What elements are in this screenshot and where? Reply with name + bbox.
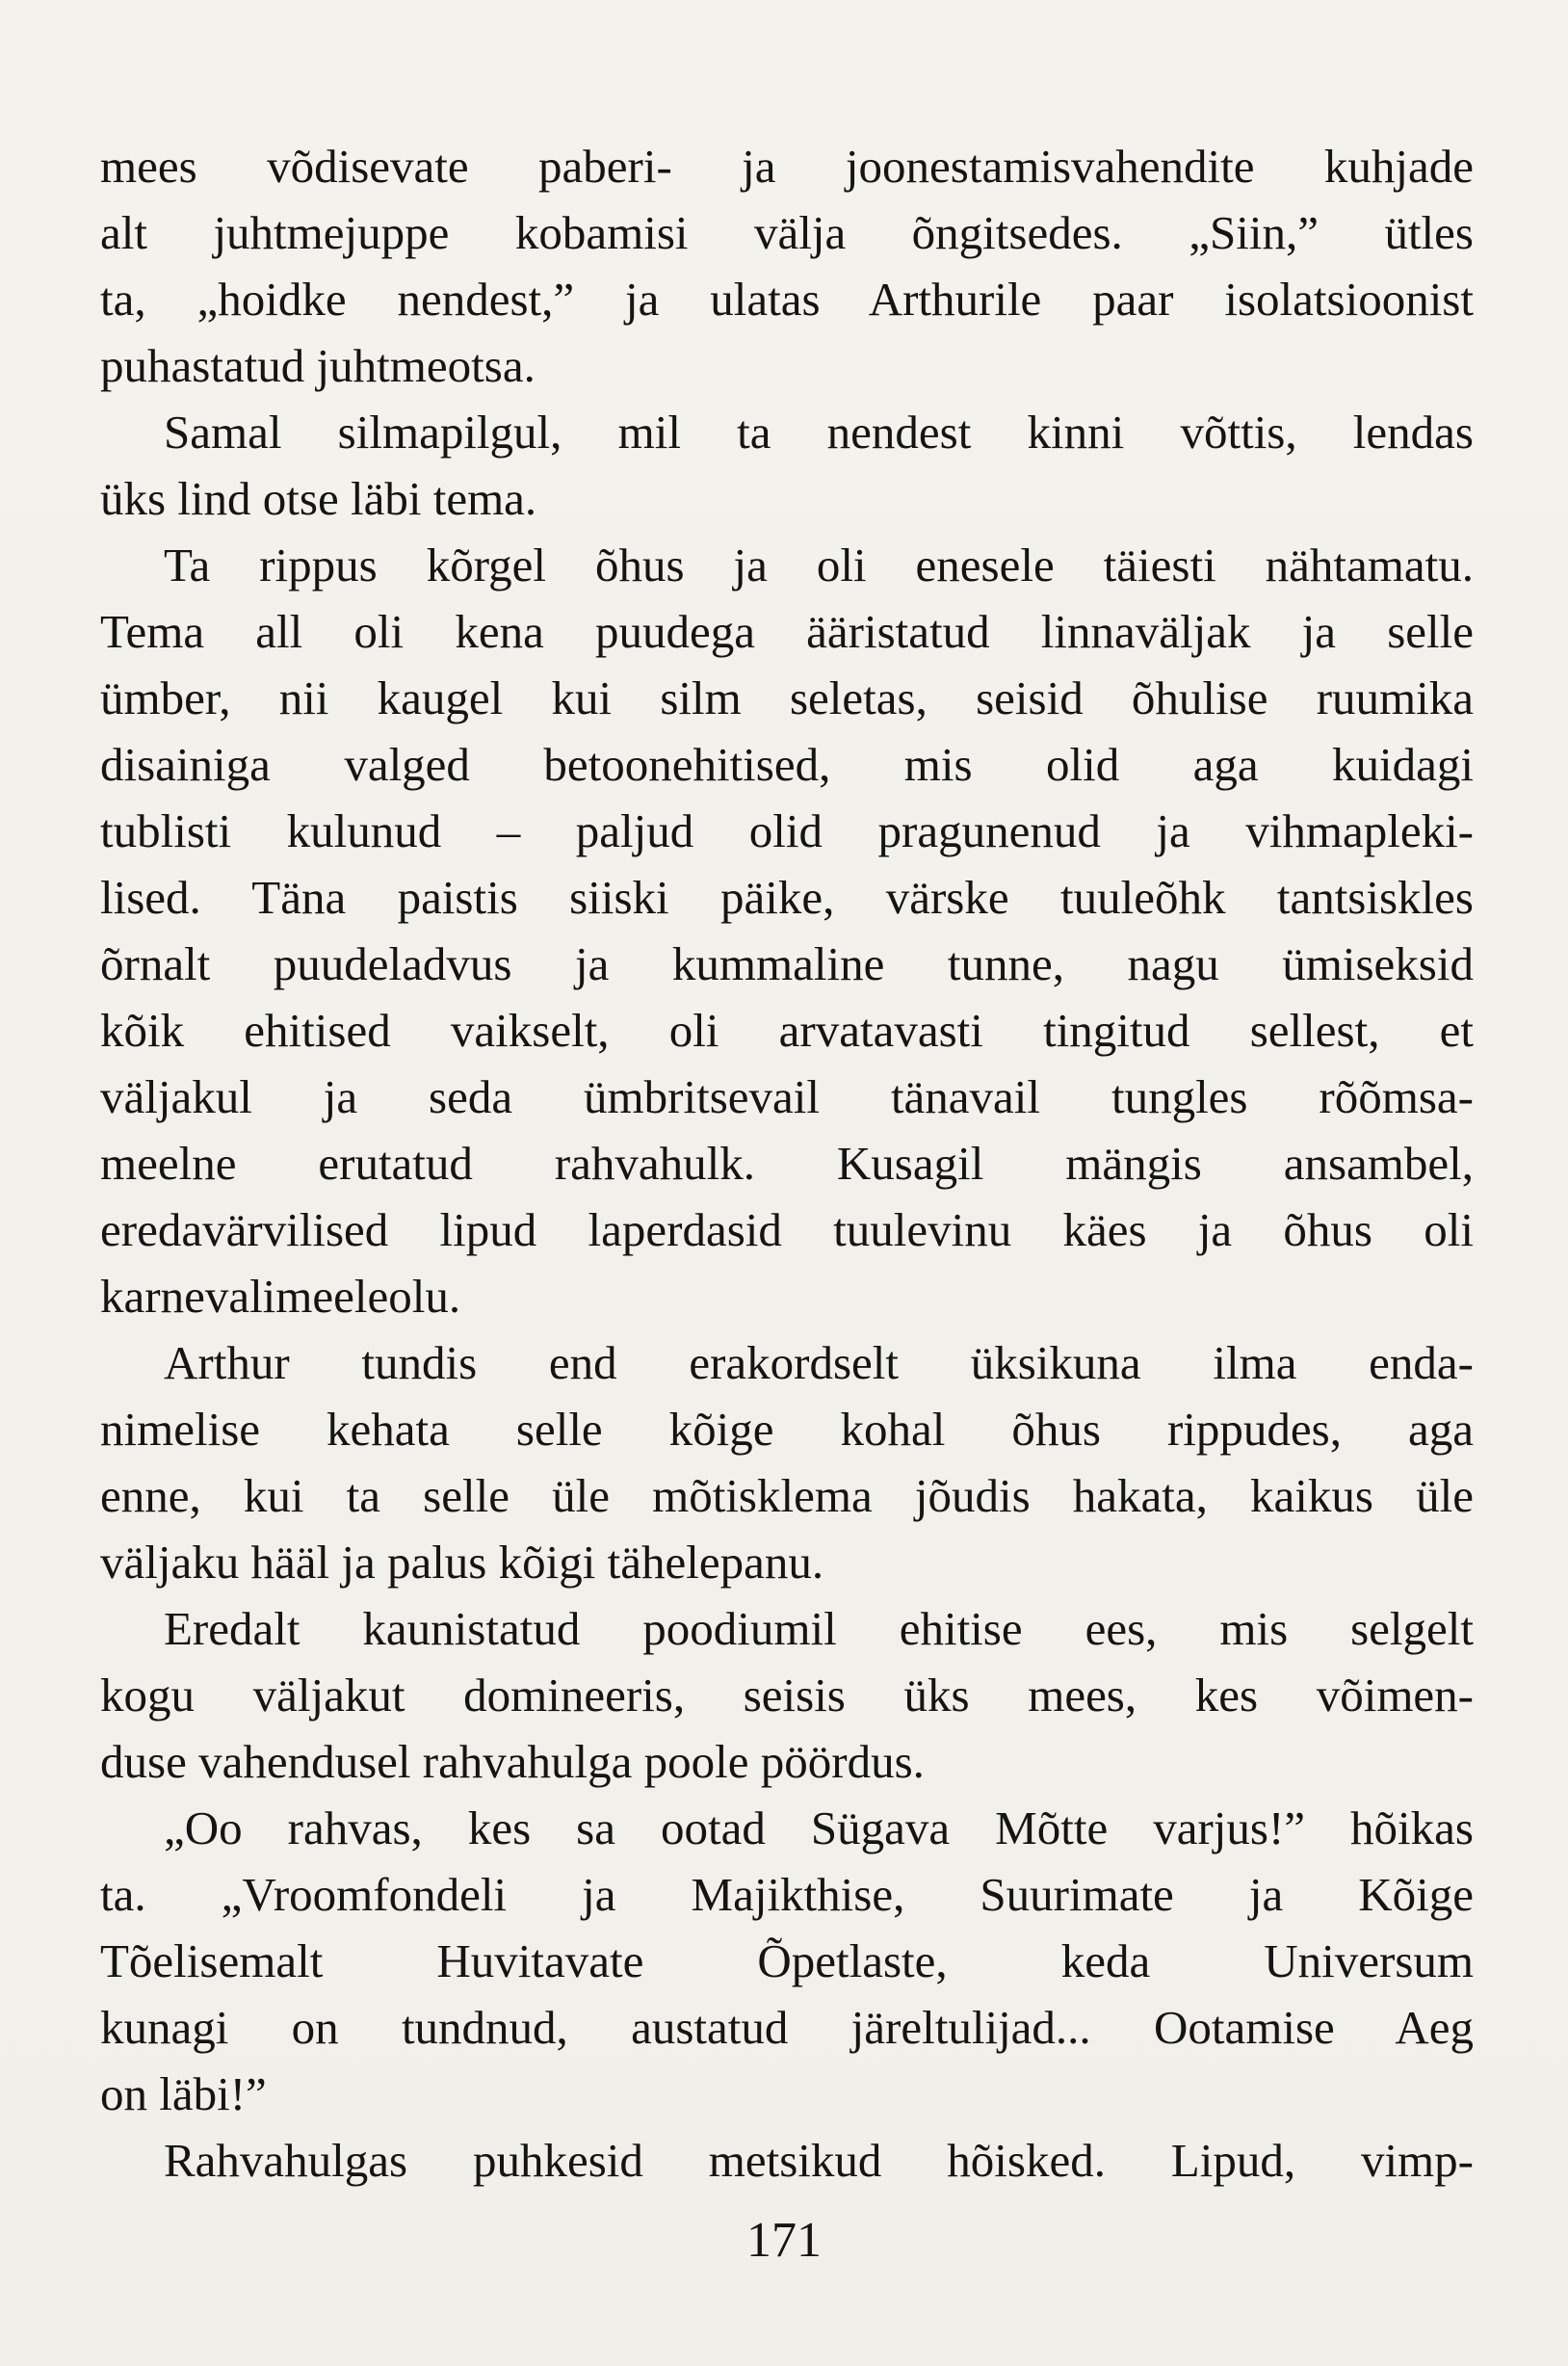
text-line: väljakul ja seda ümbritsevail tänavail tungles rõõmsa- <box>100 1070 1474 1123</box>
text-line: enne, kui ta selle üle mõtisklema jõudis hakata, kaikus üle <box>100 1469 1474 1522</box>
text-line: kunagi on tundnud, austatud järeltulijad... Ootamise Aeg <box>100 2001 1474 2054</box>
text-line: duse vahendusel rahvahulga poole pöördus. <box>100 1735 925 1788</box>
text-line: Samal silmapilgul, mil ta nendest kinni võttis, lendas <box>164 406 1474 459</box>
text-line: kogu väljakut domineeris, seisis üks mees, kes võimen- <box>100 1669 1474 1722</box>
text-line: nimelise kehata selle kõige kohal õhus rippudes, aga <box>100 1403 1474 1456</box>
page-number: 171 <box>746 2213 822 2268</box>
text-line: Arthur tundis end erakordselt üksikuna ilma enda- <box>164 1336 1474 1389</box>
text-line: karnevalimeeleolu. <box>100 1270 461 1323</box>
text-line: kõik ehitised vaikselt, oli arvatavasti tingitud sellest, et <box>100 1004 1474 1057</box>
text-line: „Oo rahvas, kes sa ootad Sügava Mõtte varjus!” hõikas <box>164 1801 1474 1854</box>
text-line: Eredalt kaunistatud poodiumil ehitise ees, mis selgelt <box>164 1602 1474 1655</box>
text-line: Ta rippus kõrgel õhus ja oli enesele täiesti nähtamatu. <box>164 539 1474 592</box>
text-line: Tema all oli kena puudega ääristatud linnaväljak ja selle <box>100 605 1474 658</box>
text-line: disainiga valged betoonehitised, mis olid aga kuidagi <box>100 738 1474 791</box>
text-line: puhastatud juhtmeotsa. <box>100 339 536 392</box>
text-line: õrnalt puudeladvus ja kummaline tunne, nagu ümiseksid <box>100 937 1474 990</box>
text-line: ümber, nii kaugel kui silm seletas, seisid õhulise ruumika <box>100 671 1474 724</box>
text-line: mees võdisevate paberi- ja joonestamisvahendite kuhjade <box>100 140 1474 193</box>
text-line: ta. „Vroomfondeli ja Majikthise, Suurimate ja Kõige <box>100 1868 1474 1921</box>
text-line: meelne erutatud rahvahulk. Kusagil mängis ansambel, <box>100 1137 1474 1190</box>
text-line: väljaku hääl ja palus kõigi tähelepanu. <box>100 1536 824 1589</box>
text-line: üks lind otse läbi tema. <box>100 472 537 525</box>
body-text <box>100 133 1474 2194</box>
text-line: eredavärvilised lipud laperdasid tuulevinu käes ja õhus oli <box>100 1203 1474 1256</box>
text-line: Rahvahulgas puhkesid metsikud hõisked. Lipud, vimp- <box>164 2134 1474 2187</box>
text-line: lised. Täna paistis siiski päike, värske tuuleõhk tantsiskles <box>100 871 1474 924</box>
text-line: on läbi!” <box>100 2067 267 2120</box>
text-line: ta, „hoidke nendest,” ja ulatas Arthurile paar isolatsioonist <box>100 273 1474 326</box>
text-line: alt juhtmejuppe kobamisi välja õngitsedes. „Siin,” ütles <box>100 206 1474 259</box>
text-line: tublisti kulunud – paljud olid pragunenud ja vihmapleki- <box>100 804 1474 857</box>
text-line: Tõelisemalt Huvitavate Õpetlaste, keda Universum <box>100 1934 1474 1987</box>
